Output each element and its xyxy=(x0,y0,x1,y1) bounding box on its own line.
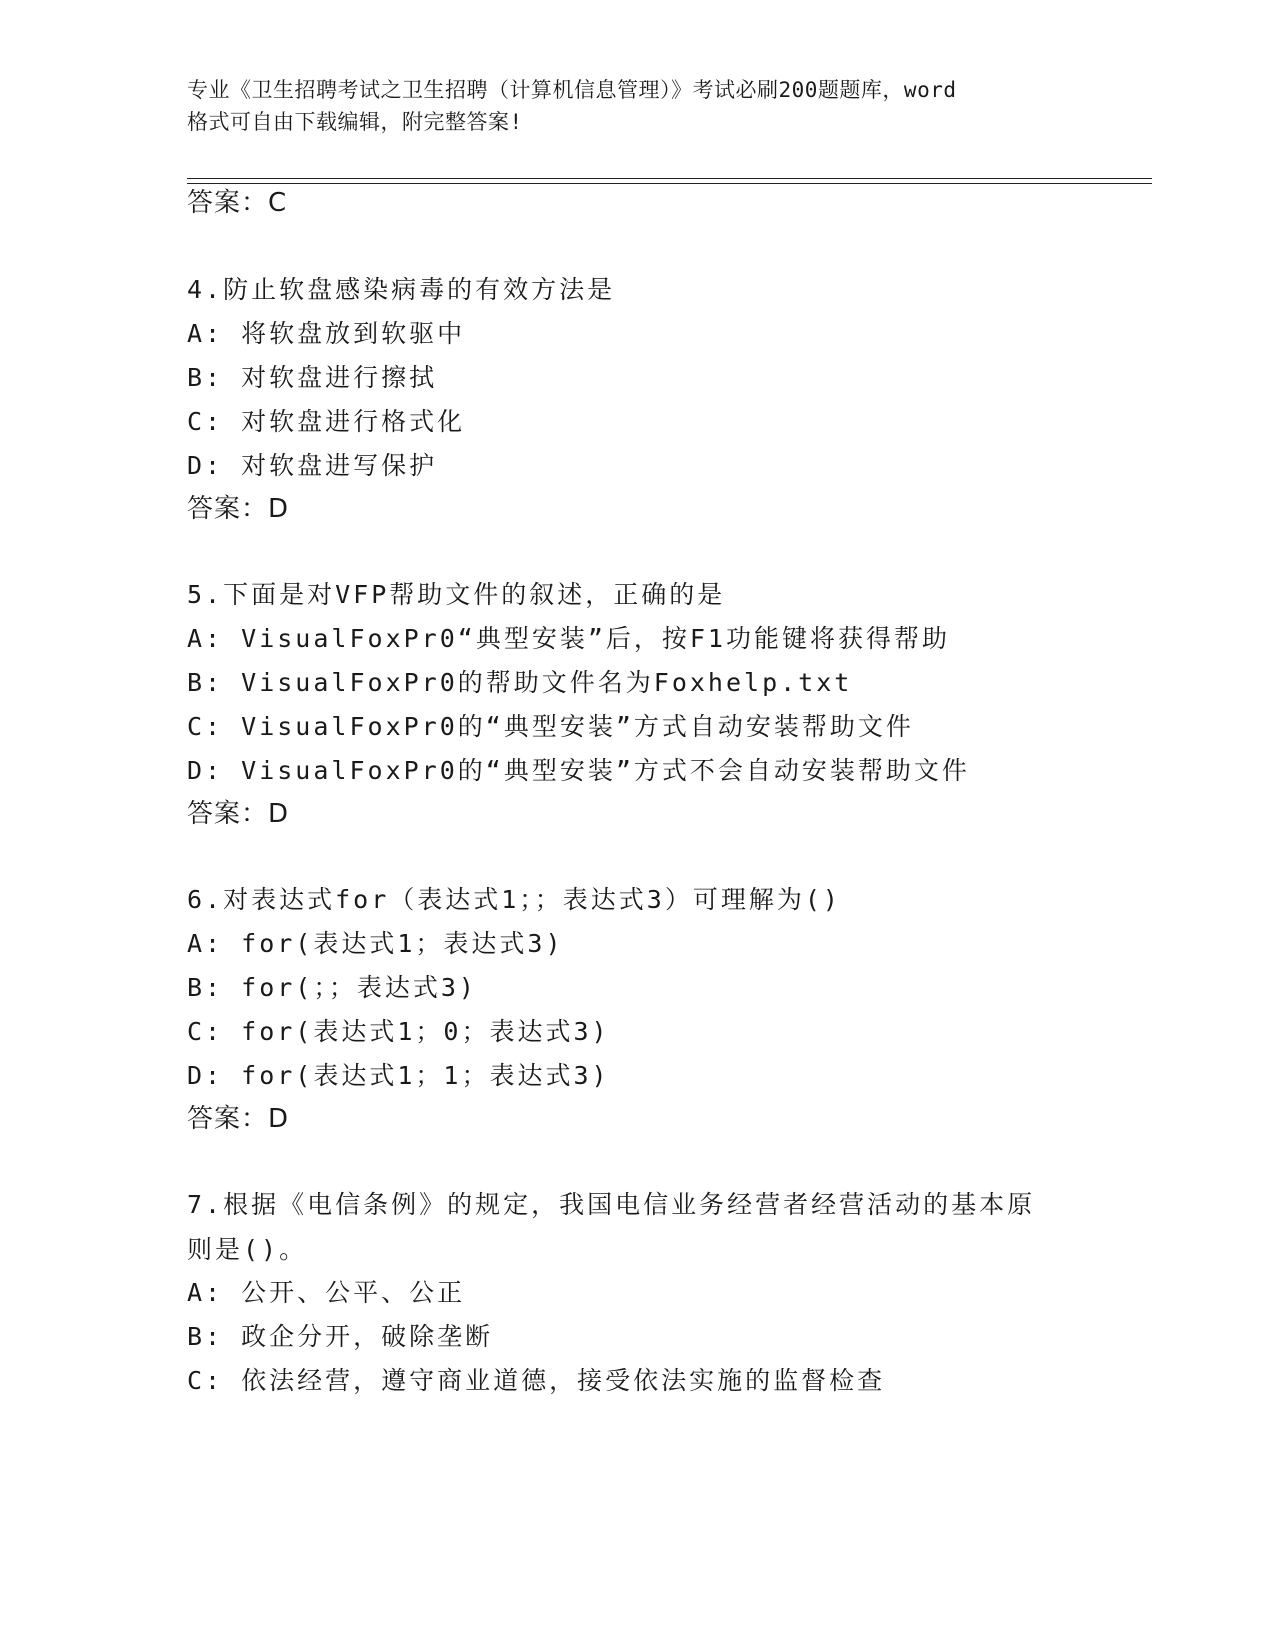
question-7-line-1: 7.根据《电信条例》的规定，我国电信业务经营者经营活动的基本原 xyxy=(187,1190,1036,1219)
q6-option-b: B: for(；；表达式3) xyxy=(187,973,477,1002)
answer-q6: 答案：D xyxy=(187,1104,290,1134)
header-divider-bottom xyxy=(187,183,1152,184)
question-4: 4.防止软盘感染病毒的有效方法是 xyxy=(187,275,616,304)
header-divider-top xyxy=(187,178,1152,179)
question-7-line-2: 则是()。 xyxy=(187,1235,308,1264)
header-line-1: 专业《卫生招聘考试之卫生招聘（计算机信息管理）》考试必刷200题题库，word xyxy=(187,78,957,102)
q7-option-a: A: 公开、公平、公正 xyxy=(187,1278,466,1307)
q5-option-d: D: VisualFoxPr0的“典型安装”方式不会自动安装帮助文件 xyxy=(187,756,970,785)
document-header xyxy=(187,74,1087,138)
question-6: 6.对表达式for（表达式1；；表达式3）可理解为() xyxy=(187,885,841,914)
question-5: 5.下面是对VFP帮助文件的叙述，正确的是 xyxy=(187,580,726,609)
q4-option-c: C: 对软盘进行格式化 xyxy=(187,407,466,436)
q6-option-a: A: for(表达式1；表达式3) xyxy=(187,929,564,958)
q6-option-d: D: for(表达式1；1；表达式3) xyxy=(187,1061,610,1090)
q4-option-b: B: 对软盘进行擦拭 xyxy=(187,363,438,392)
q5-option-b: B: VisualFoxPr0的帮助文件名为Foxhelp.txt xyxy=(187,668,853,697)
answer-q3: 答案：C xyxy=(187,188,288,218)
q7-option-c: C: 依法经营，遵守商业道德，接受依法实施的监督检查 xyxy=(187,1366,886,1395)
answer-q4: 答案：D xyxy=(187,494,290,524)
q5-option-c: C: VisualFoxPr0的“典型安装”方式自动安装帮助文件 xyxy=(187,712,914,741)
q4-option-a: A: 将软盘放到软驱中 xyxy=(187,319,466,348)
q5-option-a: A: VisualFoxPr0“典型安装”后，按F1功能键将获得帮助 xyxy=(187,624,950,653)
answer-q5: 答案：D xyxy=(187,799,290,829)
q7-option-b: B: 政企分开，破除垄断 xyxy=(187,1322,494,1351)
q4-option-d: D: 对软盘进写保护 xyxy=(187,451,438,480)
header-line-2: 格式可自由下载编辑，附完整答案! xyxy=(187,110,523,134)
q6-option-c: C: for(表达式1；0；表达式3) xyxy=(187,1017,610,1046)
